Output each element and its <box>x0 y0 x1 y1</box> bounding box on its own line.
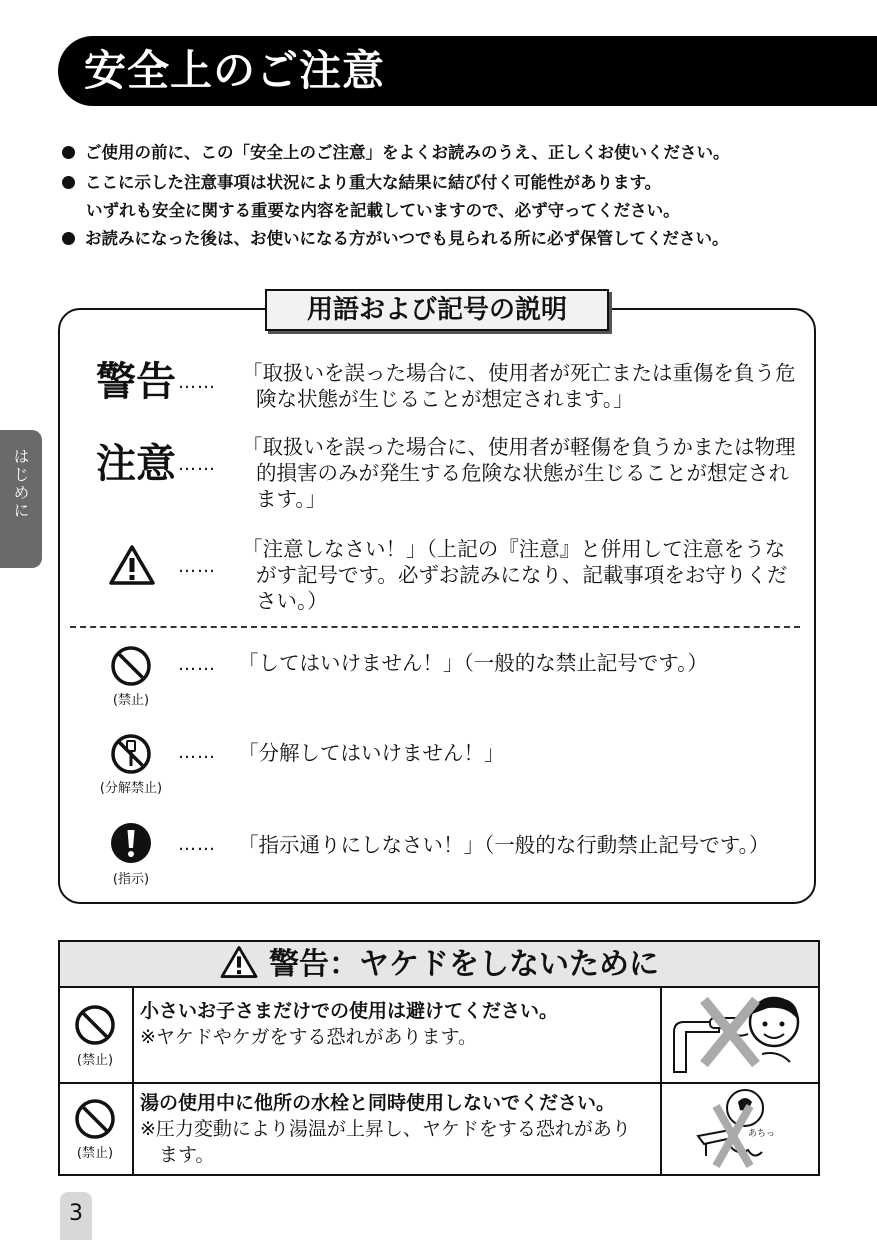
warning-label: 警告 <box>96 359 176 405</box>
prohibit-icon <box>74 1098 116 1140</box>
instruction-caption: (指示) <box>112 872 150 887</box>
caution-description <box>242 434 796 512</box>
intro-text-2a: ここに示した注意事項は状況により重大な結果に結び付く可能性があります。 <box>85 173 662 192</box>
bullet-icon <box>62 232 75 245</box>
prohibit-description: 「してはいけません！」（一般的な禁止記号です。） <box>238 651 708 675</box>
instruction-description: 「指示通りにしなさい！」（一般的な行動禁止記号です。） <box>238 833 770 857</box>
prohibit-caption: (禁止) <box>76 1053 114 1068</box>
prohibit-icon <box>74 1004 116 1046</box>
dashed-separator <box>70 626 800 628</box>
warning-row-2-text <box>140 1090 631 1168</box>
prohibit-icon <box>110 645 152 687</box>
legend-title: 用語および記号の説明 <box>265 289 609 331</box>
side-tab-label: はじめに <box>11 448 30 520</box>
warning-row-1-sub: ※ヤケドやケガをする恐れがあります。 <box>140 1026 478 1048</box>
warning-triangle-icon <box>108 544 156 586</box>
caution-desc-line-3: ます。」 <box>256 487 327 511</box>
child-faucet-illustration <box>664 992 814 1078</box>
warning-desc-line-2: 険な状態が生じることが想定されます。」 <box>256 387 634 411</box>
prohibit-caption: (禁止) <box>76 1146 114 1161</box>
leader-dots: …… <box>178 834 216 855</box>
leader-dots: …… <box>178 654 216 675</box>
attention-desc-line-3: さい。） <box>256 589 328 613</box>
page-title: 安全上のご注意 <box>84 46 386 95</box>
intro-bullet-2 <box>62 170 661 196</box>
intro-text-2b: いずれも安全に関する重要な内容を記載していますので、必ず守ってください。 <box>86 201 680 220</box>
leader-dots: …… <box>178 556 216 577</box>
bullet-icon <box>62 146 75 159</box>
attention-desc-line-1: 「注意しなさい！」（上記の『注意』と併用して注意をうな <box>242 537 786 561</box>
row-separator <box>60 1082 818 1084</box>
warning-row-1-main: 小さいお子さまだけでの使用は避けてください。 <box>140 1000 559 1022</box>
leader-dots: …… <box>178 454 216 475</box>
warning-desc-line-1: 「取扱いを誤った場合に、使用者が死亡または重傷を負う危 <box>242 361 796 385</box>
warning-title-text: 警告：ヤケドをしないために <box>269 947 659 982</box>
warning-row-2-main: 湯の使用中に他所の水栓と同時使用しないでください。 <box>140 1092 616 1114</box>
illustration-text: あちっ <box>748 1129 776 1139</box>
caution-desc-line-2: 的損害のみが発生する危険な状態が生じることが想定され <box>256 461 789 485</box>
warning-triangle-icon <box>219 945 259 979</box>
warning-row-2-sub-2: ます。 <box>140 1144 215 1166</box>
caution-label: 注意 <box>96 441 176 487</box>
hot-water-illustration <box>690 1086 790 1172</box>
instruction-icon <box>110 822 152 864</box>
leader-dots: …… <box>178 742 216 763</box>
intro-text-3: お読みになった後は、お使いになる方がいつでも見られる所に必ず保管してください。 <box>85 229 729 248</box>
column-separator <box>660 988 662 1174</box>
warning-row-1-text <box>140 998 558 1050</box>
leader-dots: …… <box>178 372 216 393</box>
intro-bullet-1 <box>62 140 730 166</box>
caution-desc-line-1: 「取扱いを誤った場合に、使用者が軽傷を負うかまたは物理 <box>242 435 796 459</box>
intro-text-1: ご使用の前に、この「安全上のご注意」をよくお読みのうえ、正しくお使いください。 <box>85 143 730 162</box>
prohibit-caption: (禁止) <box>112 693 150 708</box>
bullet-icon <box>62 176 75 189</box>
warning-description <box>242 360 796 412</box>
attention-desc-line-2: がす記号です。必ずお読みになり、記載事項をお守りくだ <box>256 563 788 587</box>
no-disassemble-icon <box>110 733 152 775</box>
warning-header-title <box>60 942 818 988</box>
warning-row-2-sub-1: ※圧力変動により湯温が上昇し、ヤケドをする恐れがあり <box>140 1118 631 1140</box>
intro-bullet-3 <box>62 226 729 252</box>
no-disassemble-description: 「分解してはいけません！」 <box>238 741 505 765</box>
attention-description <box>242 536 787 614</box>
page-number: 3 <box>69 1201 83 1226</box>
no-disassemble-caption: (分解禁止) <box>99 781 163 796</box>
